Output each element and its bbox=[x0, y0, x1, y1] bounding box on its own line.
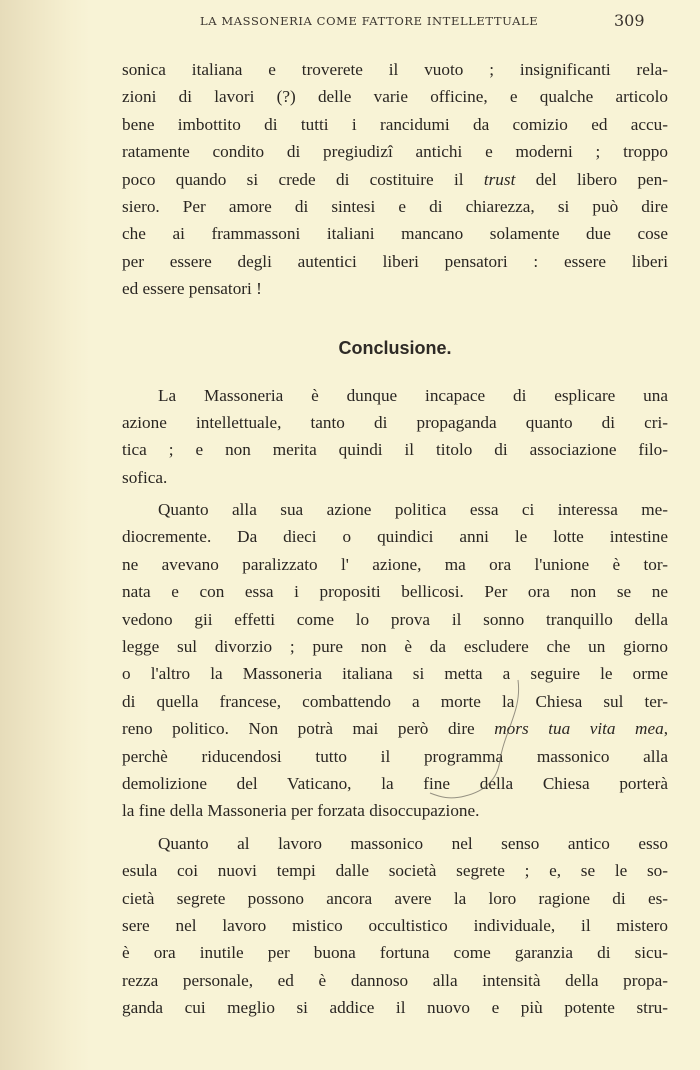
page-number: 309 bbox=[614, 11, 645, 30]
text-line: o l'altro la Massoneria italiana si metta a seguire le orme bbox=[122, 664, 668, 684]
section-heading: Conclusione. bbox=[338, 337, 452, 358]
text-segment: del libero pen- bbox=[515, 169, 668, 189]
text-line: demolizione del Vaticano, la fine della Chiesa porterà bbox=[122, 773, 668, 793]
text-line: sofica. bbox=[122, 467, 168, 487]
body-text bbox=[122, 56, 668, 1022]
text-line: rezza personale, ed è dannoso alla intensità della propa- bbox=[122, 970, 668, 990]
text-line: ganda cui meglio si addice il nuovo e più potente stru- bbox=[122, 998, 668, 1018]
text-line: che ai frammassoni italiani mancano solamente due cose bbox=[122, 224, 668, 244]
text-line: vedono gii effetti come lo prova il sonno tranquillo della bbox=[122, 609, 668, 629]
text-line bbox=[122, 715, 668, 742]
text-line: La Massoneria è dunque incapace di esplicare una bbox=[158, 385, 668, 405]
text-line bbox=[122, 166, 668, 193]
text-segment: , bbox=[663, 719, 668, 739]
page-gutter-shadow bbox=[0, 0, 90, 1070]
paragraph-2 bbox=[122, 382, 668, 492]
text-line: è ora inutile per buona fortuna come garanzia di sicu- bbox=[122, 943, 668, 963]
text-line: diocremente. Da dieci o quindici anni le lotte intestine bbox=[122, 527, 668, 547]
text-line: per essere degli autentici liberi pensatori : essere liberi bbox=[122, 251, 668, 271]
paragraph-4 bbox=[122, 830, 668, 1022]
paragraph-1 bbox=[122, 56, 668, 303]
text-line: cietà segrete possono ancora avere la loro ragione di es- bbox=[122, 888, 668, 908]
text-line: Quanto alla sua azione politica essa ci interessa me- bbox=[158, 500, 668, 520]
text-line: la fine della Massoneria per forzata disoccupazione. bbox=[122, 801, 480, 821]
paragraph-3 bbox=[122, 496, 668, 825]
running-head: LA MASSONERIA COME FATTORE INTELLETTUALE bbox=[200, 14, 539, 28]
text-segment: poco quando si crede di costituire il bbox=[122, 169, 484, 189]
text-line: siero. Per amore di sintesi e di chiarezza, si può dire bbox=[122, 196, 668, 216]
italic-term: trust bbox=[483, 169, 516, 189]
text-line: bene imbottito di tutti i rancidumi da comizio ed accu- bbox=[122, 114, 668, 134]
text-line: di quella francese, combattendo a morte la Chiesa sul ter- bbox=[122, 691, 668, 711]
text-line: legge sul divorzio ; pure non è da escludere che un giorno bbox=[122, 637, 668, 657]
text-line: sere nel lavoro mistico occultistico individuale, il mistero bbox=[122, 915, 668, 935]
text-line: ed essere pensatori ! bbox=[122, 279, 262, 299]
text-line: Quanto al lavoro massonico nel senso antico esso bbox=[158, 833, 668, 853]
text-line: sonica italiana e troverete il vuoto ; insignificanti rela- bbox=[122, 60, 668, 79]
text-line: zioni di lavori (?) delle varie officine, e qualche articolo bbox=[122, 87, 668, 107]
text-line: perchè riducendosi tutto il programma massonico alla bbox=[122, 746, 668, 766]
text-line: nata e con essa i propositi bellicosi. Per ora non se ne bbox=[122, 582, 668, 602]
text-line: tica ; e non merita quindi il titolo di associazione filo- bbox=[122, 440, 668, 460]
italic-phrase: mors tua vita mea bbox=[494, 719, 664, 739]
text-line: azione intellettuale, tanto di propaganda quanto di cri- bbox=[122, 412, 668, 432]
text-segment: reno politico. Non potrà mai però dire bbox=[122, 719, 495, 739]
text-line: ratamente condito di pregiudizî antichi e moderni ; troppo bbox=[122, 142, 668, 162]
text-line: esula coi nuovi tempi dalle società segrete ; e, se le so- bbox=[122, 861, 668, 881]
text-line: ne avevano paralizzato l' azione, ma ora l'unione è tor- bbox=[122, 554, 668, 574]
